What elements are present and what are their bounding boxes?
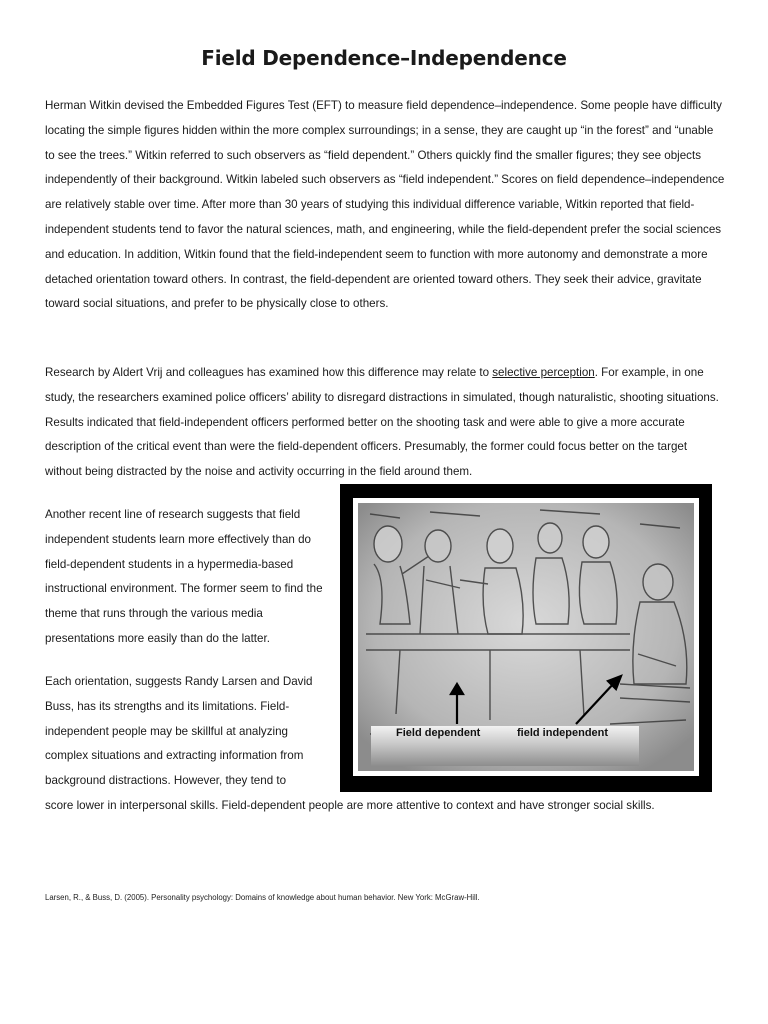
figure-label-field-independent: field independent [517, 727, 609, 739]
classroom-sketch-illustration [340, 484, 712, 792]
figure-label-field-dependent: Field dependent [396, 727, 481, 739]
paragraph-larsen-buss-continued: score lower in interpersonal skills. Field-dependent people are more attentive to context and have stronger social skills. [45, 799, 655, 812]
page-title: Field Dependence–Independence [201, 46, 567, 70]
paragraph-witkin: Herman Witkin devised the Embedded Figures Test (EFT) to measure field dependence–independence. Some people have difficulty locating the simple figures hidden within the more complex surroundings; in a sense, they are caught up “in the forest” and “unable to see the trees.” Witkin referred to such observers as “field dependent.” Others quickly find the smaller figures; they see objects independently of their background. Witkin labeled such observers as “field independent.” Scores on field dependence–independence are relatively stable over time. After more than 30 years of studying this individual difference variable, Witkin reported that field-independent students tend to favor the natural sciences, math, and engineering, while the field-dependent prefer the social sciences and education. In addition, Witkin found that the field-independent seem to function with more autonomy and demonstrate a more detached orientation toward others. In contrast, the field-dependent are oriented toward others. They seek their advice, gravitate toward social situations, and prefer to be physically close to others. [45, 99, 725, 311]
paragraph-larsen-buss: Each orientation, suggests Randy Larsen and David Buss, has its strengths and its limitations. Field-independent people may be skillful at analyzing complex situations and extracting information from background distractions. However, they tend to [45, 675, 313, 788]
paragraph-vrij-start: Research by Aldert Vrij and colleagues has examined how this difference may relate to [45, 366, 493, 379]
reference-citation: Larsen, R., & Buss, D. (2005). Personality psychology: Domains of knowledge about human behavior. New York: McGraw-Hill. [45, 893, 480, 902]
paragraph-vrij [45, 361, 725, 485]
paragraph-hypermedia: Another recent line of research suggests that field independent students learn more effectively than do field-dependent students in a hypermedia-based instructional environment. The former seem to find the theme that runs through the various media presentations more easily than do the latter. [45, 508, 323, 645]
sketch-figure [340, 484, 712, 792]
paragraph-vrij-end: . For example, in one study, the researchers examined police officers’ ability to disregard distractions in simulated, though naturalistic, shooting situations. Results indicated that field-independent officers performed better on the shooting task and were able to give a more accurate description of the critical event than were the field-dependent officers. Presumably, the former could focus better on the target without being distracted by the noise and activity occurring in the field around them. [45, 366, 719, 479]
selective-perception-link[interactable]: selective perception [492, 366, 595, 379]
